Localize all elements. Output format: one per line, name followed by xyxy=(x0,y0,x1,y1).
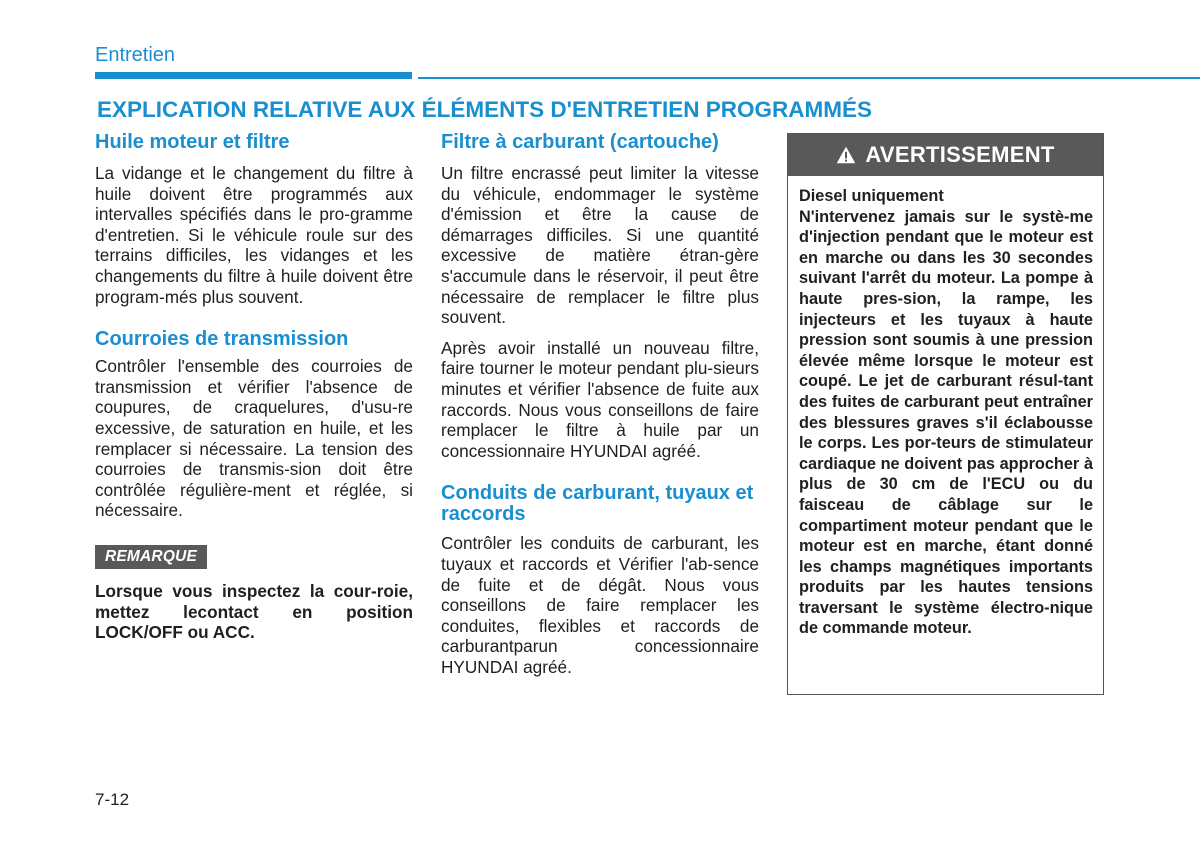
fuel-filter-heading: Filtre à carburant (cartouche) xyxy=(441,131,719,153)
header-rule-thick xyxy=(95,72,412,79)
fuel-lines-heading: Conduits de carburant, tuyaux et raccords xyxy=(441,482,754,526)
page-title: EXPLICATION RELATIVE AUX ÉLÉMENTS D'ENTRETIEN PROGRAMMÉS xyxy=(97,97,872,122)
section-label: Entretien xyxy=(95,44,176,66)
warning-subtitle: Diesel uniquement xyxy=(799,187,944,205)
fuel-filter-text-2: Après avoir installé un nouveau filtre, faire tourner le moteur pendant plu-sieurs minutes et vérifier l'absence de fuite aux raccords. Nous vous conseillons de faire remplacer le filtre à huile par un concessionnaire HYUNDAI agréé. xyxy=(441,337,759,461)
column-left xyxy=(95,130,413,643)
warning-header xyxy=(788,134,1103,176)
belts-text: Contrôler l'ensemble des courroies de transmission et vérifier l'absence de coupures, de craquelures, d'usu-re excessive, de saturation en huile, et les remplacer si nécessaire. La tension des courroies de transmis-sion doit être contrôlée régulière-ment et réglée, si nécessaire. xyxy=(95,356,413,521)
warning-box xyxy=(787,133,1104,695)
fuel-filter-text-1: Un filtre encrassé peut limiter la vitesse du véhicule, endommager le système d'émission et être la cause de démarrages difficiles. Si une quantité excessive de matière étran-gère s'accumule dans le réservoir, il peut être nécessaire de remplacer le filtre plus souvent. xyxy=(441,163,759,328)
fuel-lines-text: Contrôler les conduits de carburant, les tuyaux et raccords et Vérifier l'ab-sence de fuite et de dégât. Nous vous conseillons de faire remplacer les conduites, flexibles et raccords de carburantparun concessionnaire HYUNDAI agréé. xyxy=(441,533,759,677)
page-number: 7-12 xyxy=(95,790,130,809)
oil-filter-text: La vidange et le changement du filtre à huile doivent être programmés aux intervalles spécifiés dans le pro-gramme d'entretien. Si le véhicule roule sur des terrains difficiles, les vidanges et les changements du filtre à huile doivent être program-més plus souvent. xyxy=(95,163,413,307)
header-rule-thin xyxy=(418,77,1200,79)
note-label: REMARQUE xyxy=(95,545,207,569)
oil-filter-heading: Huile moteur et filtre xyxy=(95,131,290,153)
warning-text: N'intervenez jamais sur le systè-me d'injection pendant que le moteur est en marche ou dans les 30 secondes suivant l'arrêt du moteur. La pompe à haute pres-sion, la rampe, les injecteurs et les tuyaux à haute pression sont soumis à une pression élevée même lorsque le moteur est coupé. Le jet de carburant résul-tant des fuites de carburant peut entraîner des blessures graves s'il éclabousse le corps. Les por-teurs de stimulateur cardiaque ne doivent pas approcher à plus de 30 cm de l'ECU ou du faisceau de câblage sur le compartiment moteur pendant que le moteur est en marche, étant donné les champs magnétiques importants produits par les hautes tensions traversant le système électro-nique de commande moteur. xyxy=(799,207,1093,638)
warning-body xyxy=(788,176,1103,639)
note-text: Lorsque vous inspectez la cour-roie, mettez lecontact en position LOCK/OFF ou ACC. xyxy=(95,580,413,643)
column-middle xyxy=(441,130,759,677)
belts-heading: Courroies de transmission xyxy=(95,328,349,351)
note-block xyxy=(95,545,413,643)
warning-triangle-icon xyxy=(836,146,856,164)
warning-title: AVERTISSEMENT xyxy=(865,142,1055,167)
